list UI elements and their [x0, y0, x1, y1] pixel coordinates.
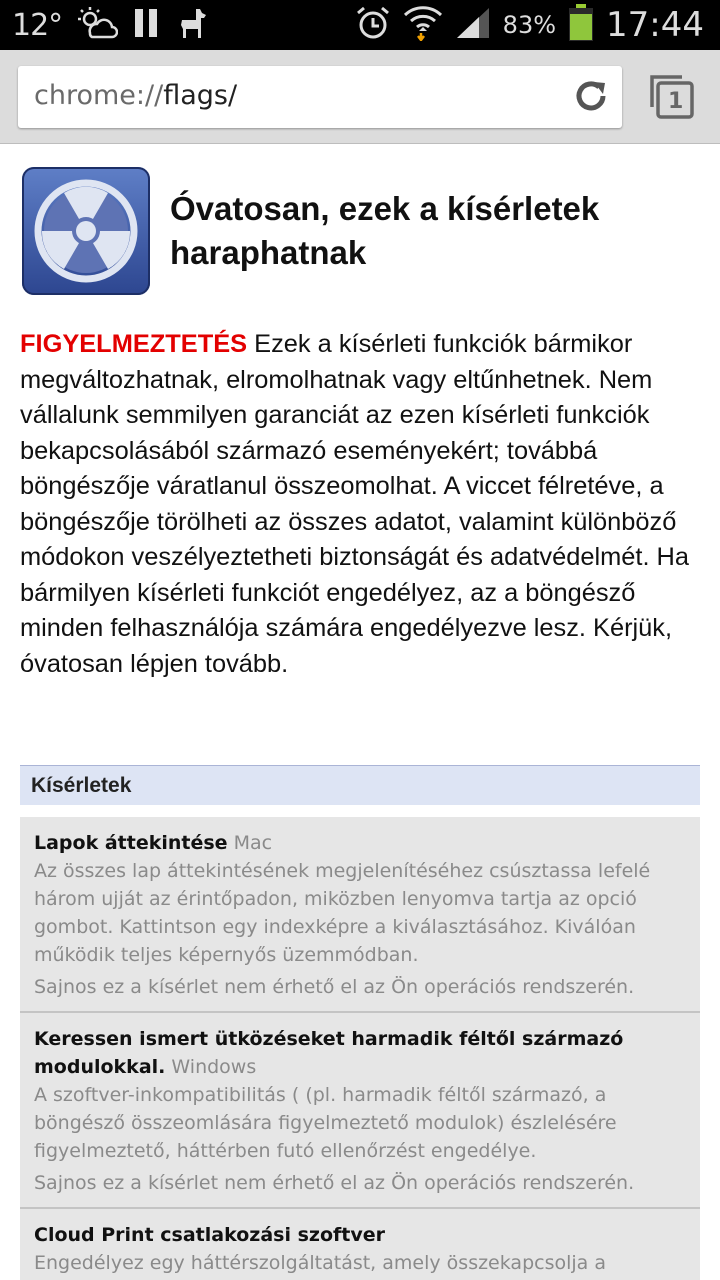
warning-label: FIGYELMEZTETÉS: [20, 330, 248, 358]
experiment-description: Engedélyez egy háttérszolgáltatást, amely összekapcsolja a: [34, 1252, 606, 1274]
experiment-item: [20, 817, 700, 1011]
reload-icon[interactable]: [572, 78, 610, 116]
experiment-description: A szoftver-inkompatibilitás ( (pl. harmadik féltől származó, a böngésző összeomlására figyelmeztető modulok) észlelésére figyelmeztető, háttérben futó ellenőrzést engedélye.: [34, 1084, 617, 1162]
signal-icon: [455, 6, 491, 44]
battery-percent: 83%: [502, 11, 557, 39]
battery-icon: [568, 4, 594, 46]
experiment-item: [20, 1209, 700, 1280]
experiment-unavailable-note: Sajnos ez a kísérlet nem érhető el az Ön operációs rendszerén.: [34, 976, 635, 998]
page-content: [0, 145, 720, 1280]
experiment-name: Cloud Print csatlakozási szoftver: [34, 1224, 385, 1246]
llama-icon: [174, 7, 208, 43]
alarm-icon: [355, 5, 391, 45]
status-bar-left: [12, 6, 208, 44]
url-path: flags/: [163, 80, 238, 111]
omnibox[interactable]: [18, 66, 622, 128]
experiment-platform: Mac: [233, 832, 273, 854]
temperature-text: 12°: [12, 7, 63, 43]
experiment-platform: Windows: [171, 1056, 257, 1078]
weather-icon: [76, 7, 118, 43]
warning-body: Ezek a kísérleti funkciók bármikor megváltozhatnak, elromolhatnak vagy eltűnhetnek. Nem vállalunk semmilyen garanciát az ezen kísérleti funkciók bekapcsolásából származó eseményekért; továbbá böngészője váratlanul összeomolhat. A viccet félretéve, a böngészője törölheti az összes adatot, valamint különböző módokon veszélyeztetheti biztonságát és adatvédelmét. Ha bármilyen kísérleti funkciót engedélyez, az a böngésző minden felhasználója számára engedélyezve lesz. Kérjük, óvatosan lépjen tovább.: [20, 330, 690, 678]
radiation-icon: [22, 167, 150, 295]
clock-time: 17:44: [606, 5, 704, 45]
tab-count: 1: [668, 89, 684, 114]
page-title: Óvatosan, ezek a kísérletek haraphatnak: [170, 190, 600, 271]
experiment-unavailable-note: Sajnos ez a kísérlet nem érhető el az Ön operációs rendszerén.: [34, 1172, 635, 1194]
url-scheme: chrome://: [34, 80, 164, 111]
browser-toolbar: [0, 50, 720, 144]
experiment-name: Keressen ismert ütközéseket harmadik féltől származó modulokkal.: [34, 1028, 624, 1078]
warning-paragraph: [20, 327, 704, 682]
experiment-item: [20, 1013, 700, 1207]
status-bar-right: [355, 4, 704, 46]
experiment-name: Lapok áttekintése: [34, 832, 228, 854]
status-bar: [0, 0, 720, 50]
wifi-icon: [403, 5, 443, 45]
url-text[interactable]: [34, 80, 237, 111]
pause-icon: [132, 7, 160, 43]
experiment-description: Az összes lap áttekintésének megjelenítéséhez csúsztassa lefelé három ujját az érintőpadon, miközben lenyomva tartja az opció gombot. Kattintson egy indexképre a kiválasztásához. Kiválóan működik teljes képernyős üzemmódban.: [34, 860, 651, 966]
tab-switcher-button[interactable]: [648, 73, 696, 121]
section-header-experiments: Kísérletek: [20, 765, 700, 805]
